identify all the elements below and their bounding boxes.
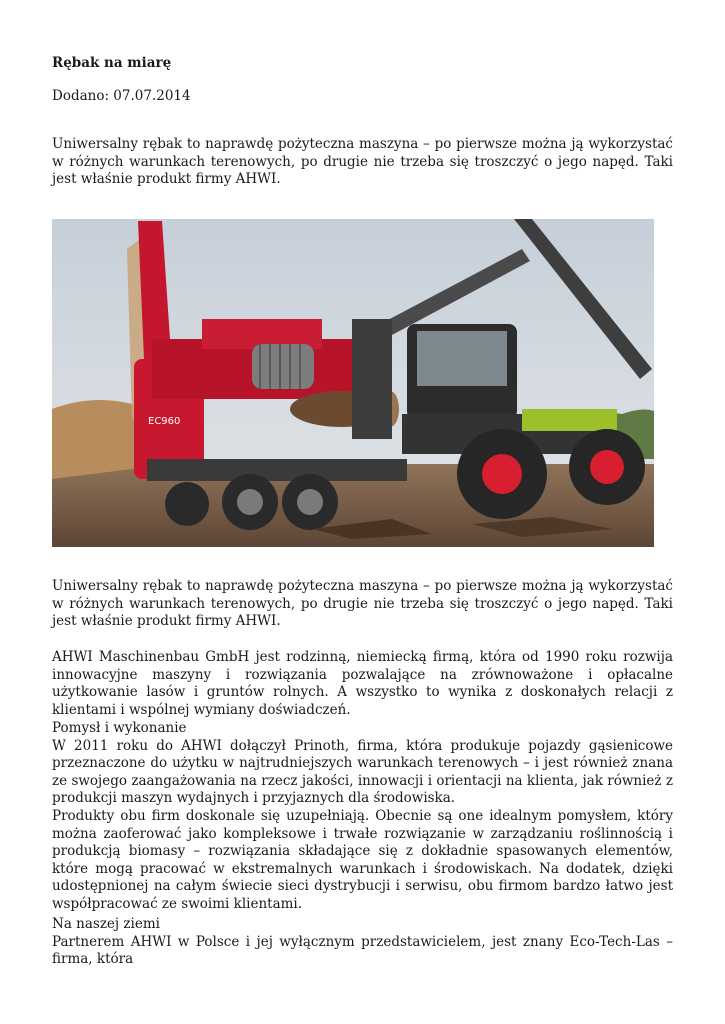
intro-paragraph-repeat: Uniwersalny rębak to naprawdę pożyteczna maszyna – po pierwsze można ją wykorzystać w różnych warunkach terenowych, po drugie nie trzeba się troszczyć o jego napęd. Taki jest właśnie produkt firmy AHWI. <box>52 578 673 630</box>
section-pomysl <box>52 720 673 914</box>
section-paragraph: Partnerem AHWI w Polsce i jej wyłącznym przedstawicielem, jest znany Eco-Tech-Las – firma, która <box>52 933 673 968</box>
section-ziemia <box>52 916 673 969</box>
wood-chipper-tractor-photo <box>52 219 654 547</box>
intro-paragraph: Uniwersalny rębak to naprawdę pożyteczna maszyna – po pierwsze można ją wykorzystać w różnych warunkach terenowych, po drugie nie trzeba się troszczyć o jego napęd. Taki jest właśnie produkt firmy AHWI. <box>52 136 673 188</box>
article-title: Rębak na miarę <box>52 55 172 71</box>
section-heading: Pomysł i wykonanie <box>52 720 187 736</box>
ahwi-paragraph: AHWI Maschinenbau GmbH jest rodzinną, niemiecką firmą, która od 1990 roku rozwija innowacyjne maszyny i rozwiązania pozwalające na zrównoważone i opłacalne użytkowanie lasów i gruntów rolnych. A wszystko to wynika z doskonałych relacji z klientami i wspólnej wymiany doświadczeń. <box>52 649 673 718</box>
machine-label: EC960 <box>148 416 181 427</box>
section-paragraph: W 2011 roku do AHWI dołączył Prinoth, firma, która produkuje pojazdy gąsienicowe przeznaczone do użytku w najtrudniejszych warunkach terenowych – i jest również znana ze swojego zaangażowania na rzecz jakości, innowacji i orientacji na klienta, jak również z produkcji maszyn wydajnych i przyjaznych dla środowiska. <box>52 737 673 807</box>
section-heading: Na naszej ziemi <box>52 916 160 932</box>
article-photo <box>52 219 654 547</box>
section-paragraph: Produkty obu firm doskonale się uzupełniają. Obecnie są one idealnym pomysłem, który można zaoferować jako kompleksowe i trwałe rozwiązanie w zarządzaniu roślinnością i produkcją biomasy – rozwiązania składające się z dokładnie spasowanych elementów, które mogą pracować w ekstremalnych warunkach i środowiskach. Na dodatek, dzięki udostępnionej na całym świecie sieci dystrybucji i serwisu, obu firmom bardzo łatwo jest współpracować ze swoimi klientami. <box>52 807 673 912</box>
publish-date: Dodano: 07.07.2014 <box>52 88 191 104</box>
